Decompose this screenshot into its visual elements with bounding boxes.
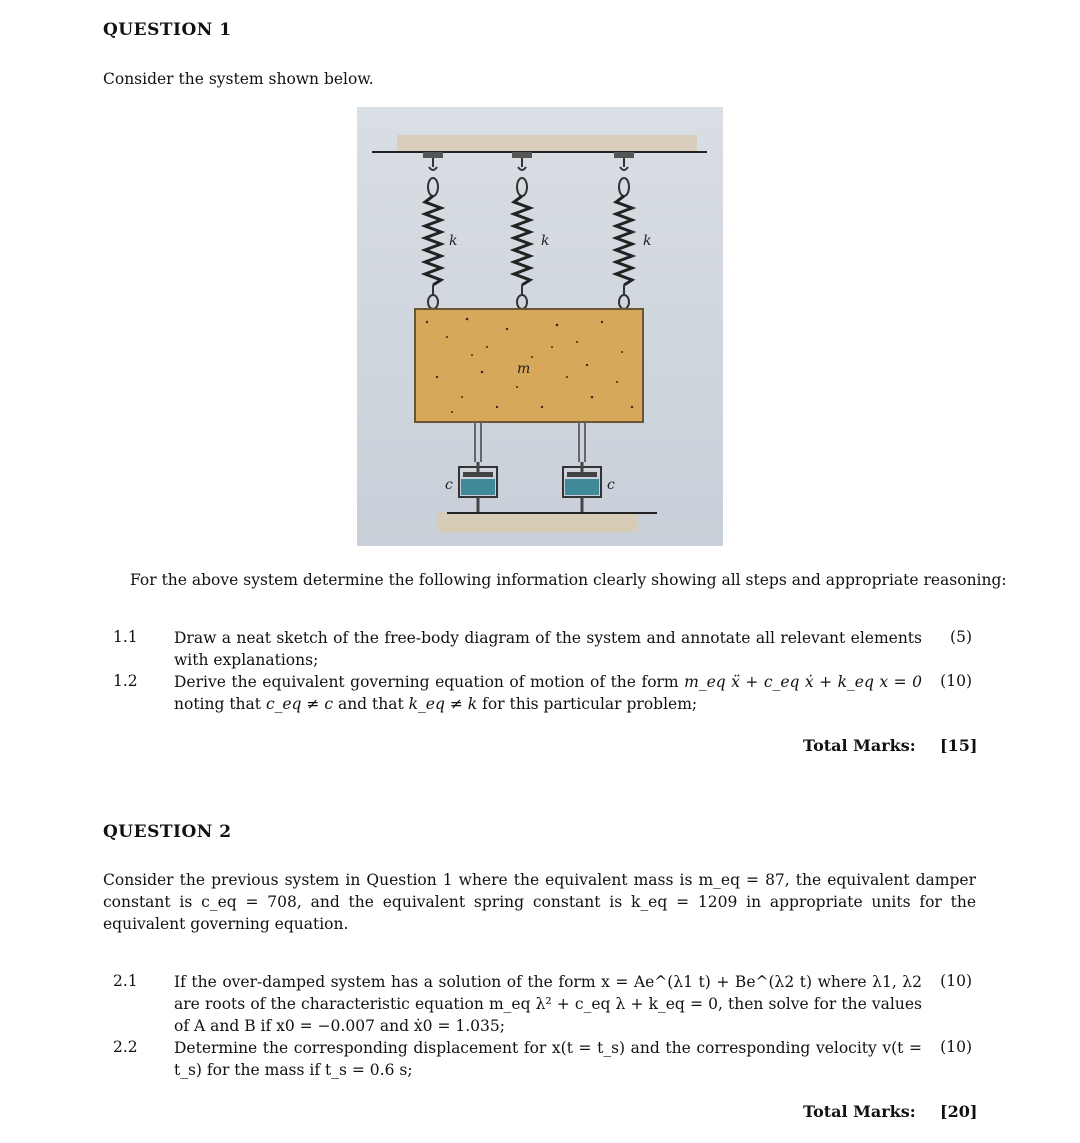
total-marks-value: [15] xyxy=(940,736,978,755)
item-text-part: and that xyxy=(337,695,404,713)
item-text: Draw a neat sketch of the free-body diagram of the system and annotate all relevant elements with explanations; xyxy=(174,629,922,669)
item-marks: (5) xyxy=(950,628,972,646)
item-text-part: noting that xyxy=(174,695,262,713)
item-number: 1.1 xyxy=(113,628,138,646)
question-2-intro: Consider the previous system in Question 1 where the equivalent mass is m_eq = 87, the equivalent damper constant is c_eq = 708, and the equivalent spring constant is k_eq = 1209 in appropriate units for the equivalent governing equation. xyxy=(103,871,976,933)
question-1-title: QUESTION 1 xyxy=(103,20,232,40)
spring-label-2: k xyxy=(541,233,550,249)
item-number: 2.2 xyxy=(113,1038,138,1056)
question-2-title: QUESTION 2 xyxy=(103,822,232,842)
item-text-part: Derive the equivalent governing equation of motion of the form xyxy=(174,673,679,691)
mass-block xyxy=(415,309,643,422)
damper-label-1: c xyxy=(445,477,453,493)
item-number: 2.1 xyxy=(113,972,138,990)
spring-mass-damper-figure xyxy=(357,107,723,546)
spring-label-3: k xyxy=(643,233,652,249)
item-text-part: for this particular problem; xyxy=(482,695,698,713)
total-marks-label: Total Marks: xyxy=(803,1102,916,1121)
item-number: 1.2 xyxy=(113,672,138,690)
mass-label: m xyxy=(517,361,531,377)
question-1-intro: Consider the system shown below. xyxy=(103,70,374,88)
equation: m_eq ẍ + c_eq ẋ + k_eq x = 0 xyxy=(684,673,922,691)
total-marks-label: Total Marks: xyxy=(803,736,916,755)
damper-label-2: c xyxy=(607,477,615,493)
condition: c_eq ≠ c xyxy=(265,695,334,713)
spring-label-1: k xyxy=(449,233,458,249)
figure-drawing xyxy=(357,107,723,546)
item-marks: (10) xyxy=(940,672,972,690)
item-marks: (10) xyxy=(940,1038,972,1056)
condition: k_eq ≠ k xyxy=(408,695,478,713)
item-text: Determine the corresponding displacement for x(t = t_s) and the corresponding velocity v(t = t_s) for the mass if t_s = 0.6 s; xyxy=(174,1039,922,1079)
item-text: If the over-damped system has a solution of the form x = Ae^(λ1 t) + Be^(λ2 t) where λ1, λ2 are roots of the characteristic equation m_eq λ² + c_eq λ + k_eq = 0, then solve for the values of A and B if x0 = −0.007 and ẋ0 = 1.035; xyxy=(174,973,922,1035)
question-1-instruction: For the above system determine the following information clearly showing all steps and appropriate reasoning: xyxy=(130,571,1007,589)
item-marks: (10) xyxy=(940,972,972,990)
item-text xyxy=(174,671,922,715)
total-marks-value: [20] xyxy=(940,1102,978,1121)
